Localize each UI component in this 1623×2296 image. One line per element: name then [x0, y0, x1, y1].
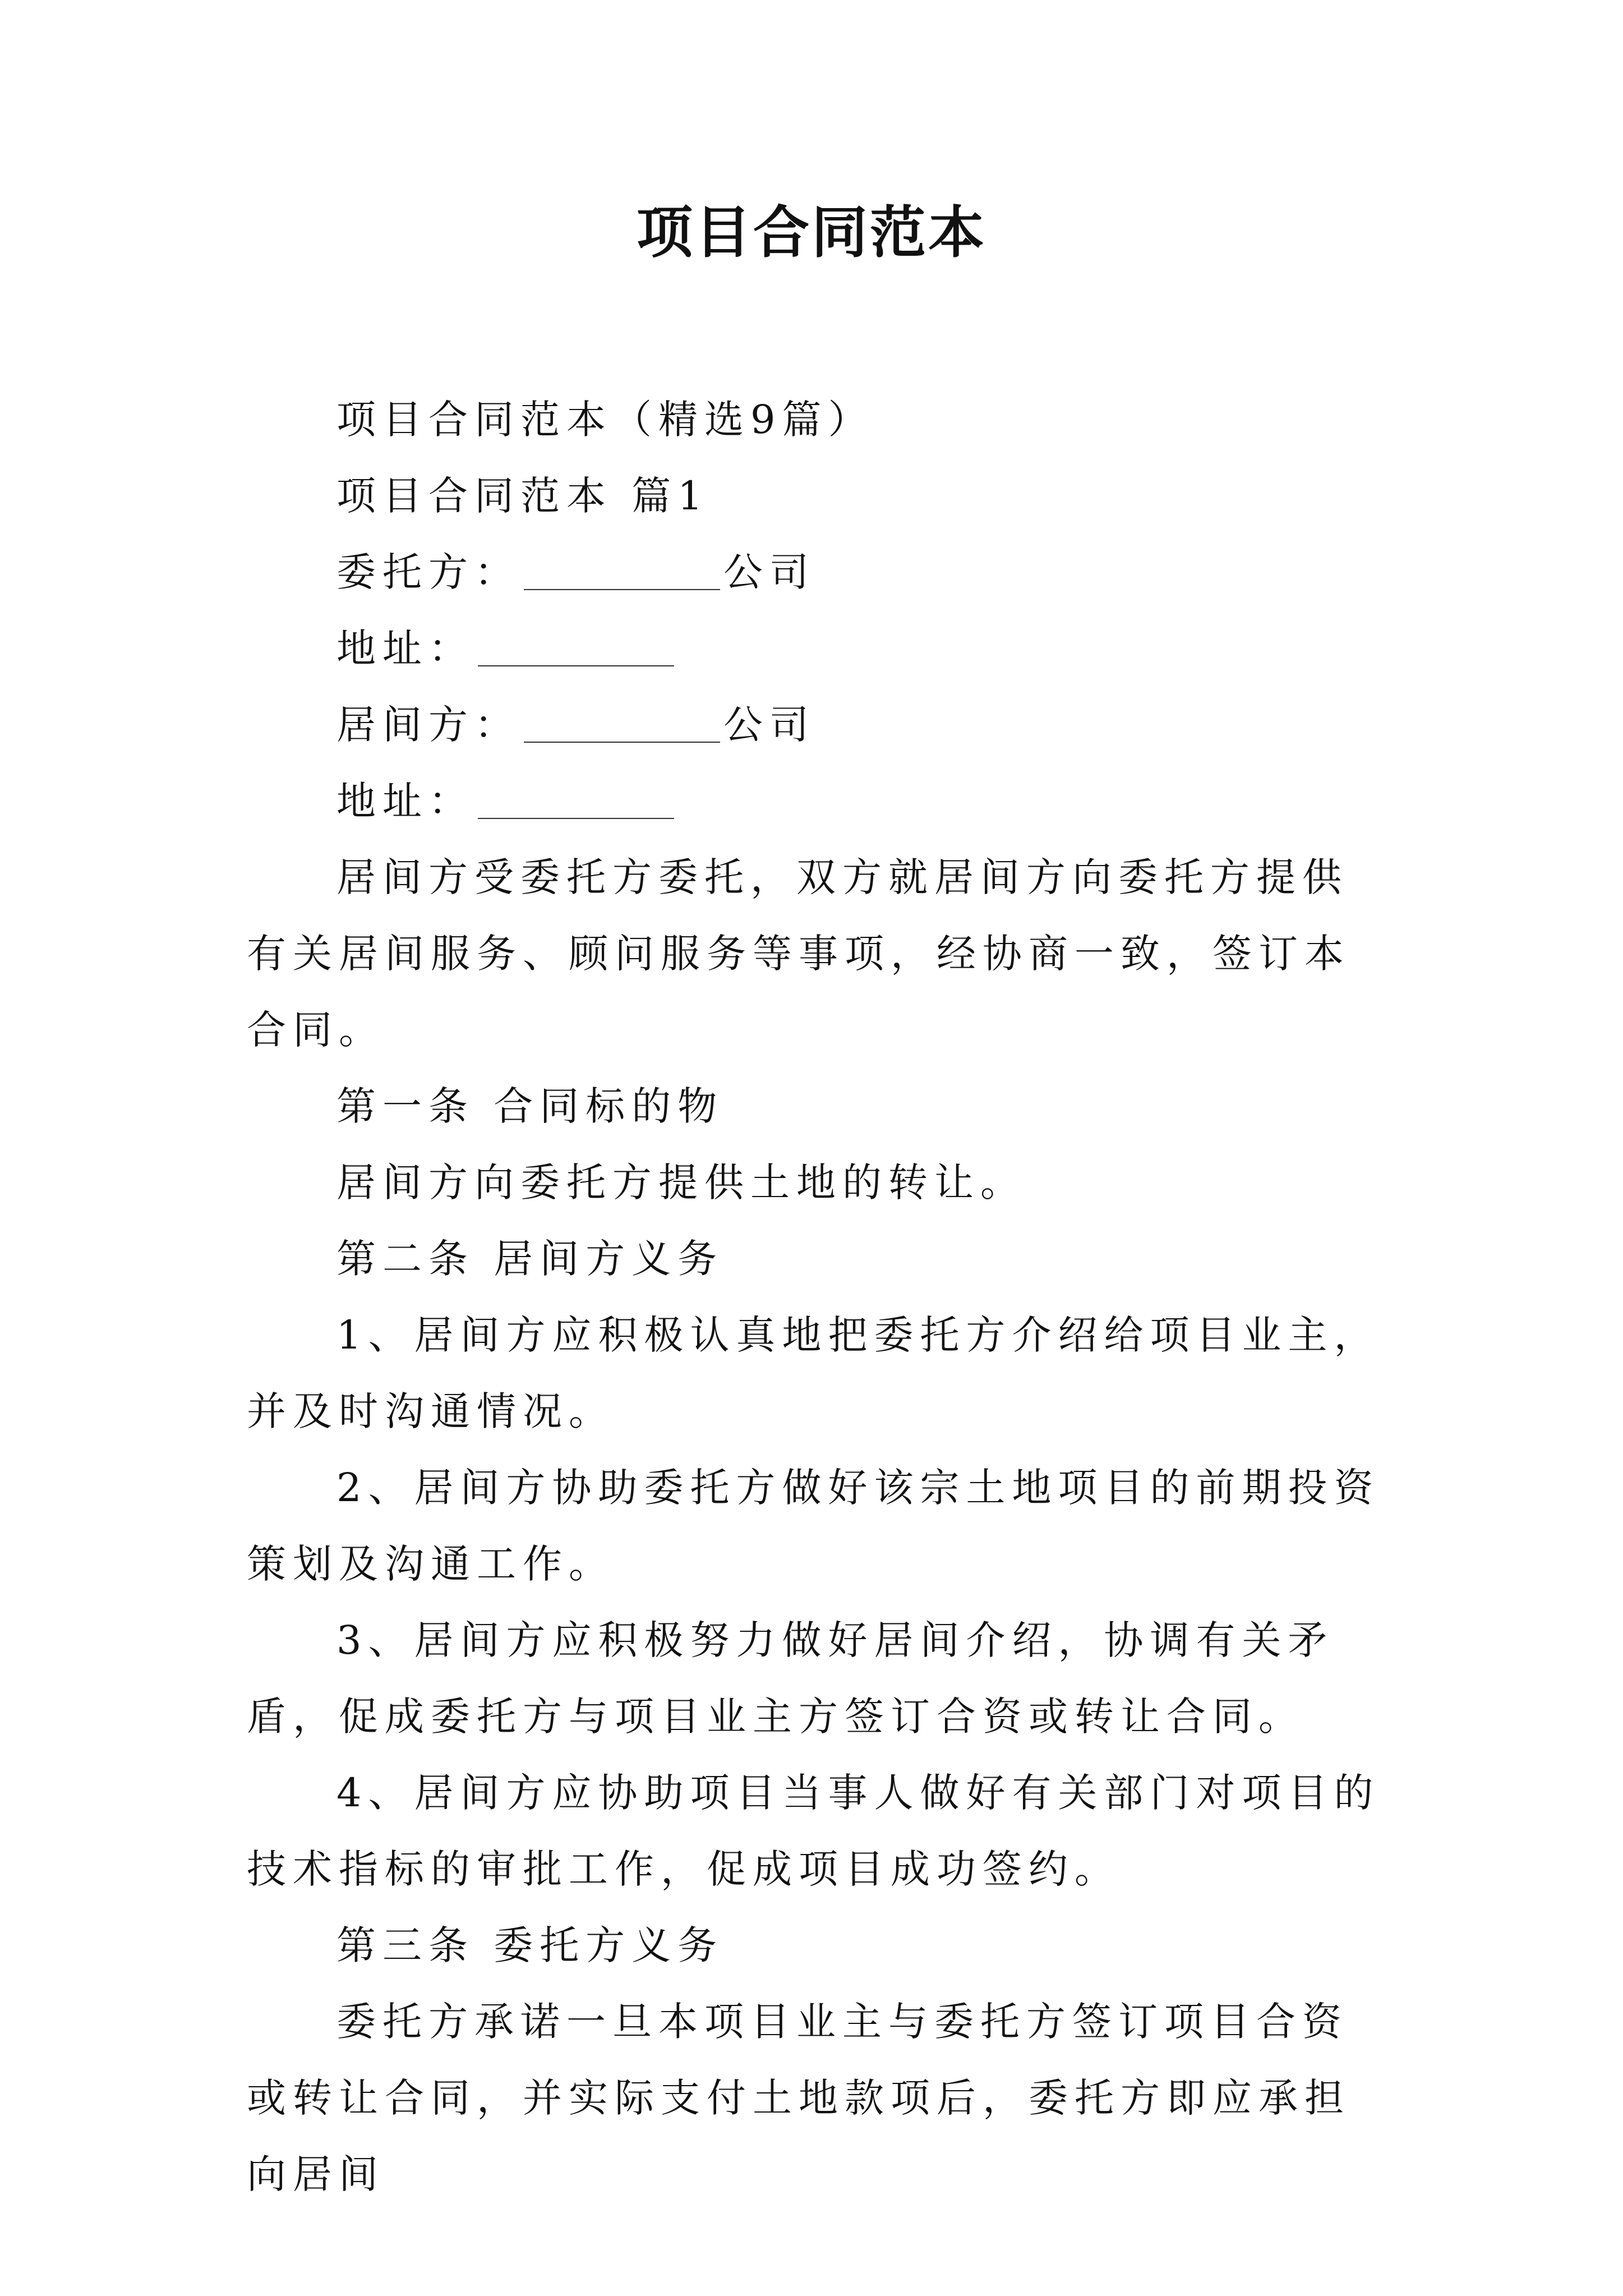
- article2-item-1: 1、居间方应积极认真地把委托方介绍给项目业主，并及时沟通情况。: [247, 1312, 1380, 1434]
- client-line: [247, 534, 1391, 610]
- article2-item-2: 2、居间方协助委托方做好该宗土地项目的前期投资策划及沟通工作。: [247, 1465, 1380, 1587]
- article2-title: 第二条 居间方义务: [336, 1236, 724, 1282]
- broker-address-blank: [478, 779, 674, 819]
- article1-text: 居间方向委托方提供土地的转让。: [336, 1159, 1026, 1205]
- article3-title: 第三条 委托方义务: [336, 1922, 724, 1968]
- address-label: 地址：: [336, 625, 474, 671]
- address-label: 地址：: [336, 778, 474, 824]
- article1-title: 第一条 合同标的物: [336, 1083, 724, 1129]
- client-suffix: 公司: [723, 549, 815, 595]
- broker-suffix: 公司: [723, 702, 815, 748]
- article3-text: 委托方承诺一旦本项目业主与委托方签订项目合资或转让合同，并实际支付土地款项后，委托方即应承担向居间: [247, 1999, 1350, 2197]
- broker-name-blank: [524, 702, 720, 743]
- document-title: 项目合同范本: [637, 200, 986, 265]
- subtitle: 项目合同范本（精选9篇）: [336, 397, 874, 443]
- article2-item-4: 4、居间方应协助项目当事人做好有关部门对项目的技术指标的审批工作，促成项目成功签约。: [247, 1770, 1380, 1892]
- intro-paragraph: 居间方受委托方委托，双方就居间方向委托方提供有关居间服务、顾问服务等事项，经协商一致，签订本合同。: [247, 854, 1350, 1053]
- client-address-blank: [478, 626, 674, 666]
- document-body: [247, 381, 1391, 2212]
- section-heading: 项目合同范本 篇1: [336, 473, 709, 519]
- broker-label: 居间方：: [336, 702, 520, 748]
- broker-address-line: [247, 763, 1391, 839]
- client-name-blank: [524, 550, 720, 590]
- client-label: 委托方：: [336, 549, 520, 595]
- article2-item-3: 3、居间方应积极努力做好居间介绍，协调有关矛盾，促成委托方与项目业主方签订合资或转让合同。: [247, 1617, 1334, 1740]
- broker-line: [247, 687, 1391, 763]
- client-address-line: [247, 610, 1391, 687]
